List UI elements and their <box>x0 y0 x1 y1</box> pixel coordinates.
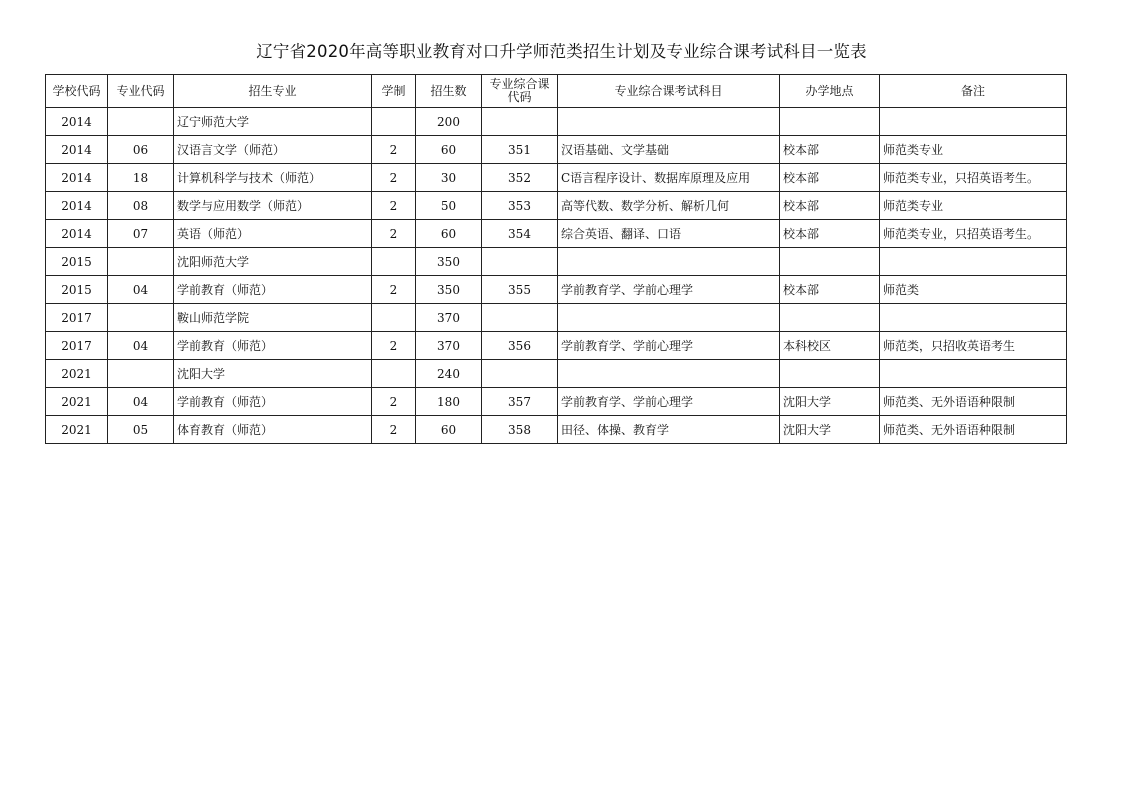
cell-duration: 2 <box>372 136 416 164</box>
cell-quota: 60 <box>416 136 482 164</box>
table-row <box>46 108 1067 136</box>
cell-major-code <box>108 108 174 136</box>
cell-duration: 2 <box>372 164 416 192</box>
cell-quota: 50 <box>416 192 482 220</box>
cell-duration: 2 <box>372 192 416 220</box>
cell-location: 校本部 <box>780 164 880 192</box>
cell-major: 计算机科学与技术（师范） <box>174 164 372 192</box>
cell-duration: 2 <box>372 276 416 304</box>
cell-exam-code <box>482 248 558 276</box>
cell-school-code: 2021 <box>46 360 108 388</box>
cell-duration: 2 <box>372 416 416 444</box>
table-row <box>46 220 1067 248</box>
cell-major: 学前教育（师范） <box>174 276 372 304</box>
table-body <box>46 108 1067 444</box>
cell-exam-subjects: 学前教育学、学前心理学 <box>558 276 780 304</box>
table-row <box>46 192 1067 220</box>
cell-quota: 60 <box>416 220 482 248</box>
cell-exam-subjects <box>558 304 780 332</box>
cell-major-code <box>108 248 174 276</box>
cell-remarks: 师范类专业 <box>880 192 1067 220</box>
cell-remarks <box>880 248 1067 276</box>
cell-exam-code: 351 <box>482 136 558 164</box>
table-row <box>46 164 1067 192</box>
cell-remarks <box>880 360 1067 388</box>
page-title: 辽宁省2020年高等职业教育对口升学师范类招生计划及专业综合课考试科目一览表 <box>256 42 867 61</box>
cell-remarks <box>880 108 1067 136</box>
cell-school-code: 2014 <box>46 136 108 164</box>
cell-major-code: 08 <box>108 192 174 220</box>
cell-exam-code: 355 <box>482 276 558 304</box>
cell-major: 学前教育（师范） <box>174 388 372 416</box>
cell-quota: 350 <box>416 248 482 276</box>
header-major: 招生专业 <box>174 75 372 108</box>
cell-exam-subjects: 高等代数、数学分析、解析几何 <box>558 192 780 220</box>
cell-major: 汉语言文学（师范） <box>174 136 372 164</box>
cell-location <box>780 304 880 332</box>
cell-exam-code: 357 <box>482 388 558 416</box>
cell-major: 数学与应用数学（师范） <box>174 192 372 220</box>
cell-major-code: 07 <box>108 220 174 248</box>
cell-exam-code: 352 <box>482 164 558 192</box>
cell-quota: 30 <box>416 164 482 192</box>
cell-major-code <box>108 304 174 332</box>
cell-remarks: 师范类专业 <box>880 136 1067 164</box>
cell-location <box>780 248 880 276</box>
cell-remarks: 师范类、无外语语种限制 <box>880 416 1067 444</box>
table-row <box>46 276 1067 304</box>
table-row <box>46 136 1067 164</box>
cell-remarks: 师范类专业，只招英语考生。 <box>880 164 1067 192</box>
header-duration: 学制 <box>372 75 416 108</box>
cell-school-code: 2021 <box>46 416 108 444</box>
cell-exam-subjects <box>558 248 780 276</box>
table-row <box>46 332 1067 360</box>
cell-exam-code: 358 <box>482 416 558 444</box>
cell-duration: 2 <box>372 388 416 416</box>
cell-major: 学前教育（师范） <box>174 332 372 360</box>
cell-exam-subjects: 学前教育学、学前心理学 <box>558 332 780 360</box>
cell-major: 体育教育（师范） <box>174 416 372 444</box>
cell-major: 沈阳大学 <box>174 360 372 388</box>
header-remarks: 备注 <box>880 75 1067 108</box>
cell-quota: 370 <box>416 304 482 332</box>
cell-quota: 370 <box>416 332 482 360</box>
header-exam-subjects: 专业综合课考试科目 <box>558 75 780 108</box>
header-quota: 招生数 <box>416 75 482 108</box>
cell-duration <box>372 360 416 388</box>
cell-exam-subjects: 学前教育学、学前心理学 <box>558 388 780 416</box>
cell-major: 英语（师范） <box>174 220 372 248</box>
cell-school-code: 2014 <box>46 108 108 136</box>
cell-school-code: 2014 <box>46 164 108 192</box>
cell-remarks: 师范类，只招收英语考生 <box>880 332 1067 360</box>
cell-duration: 2 <box>372 220 416 248</box>
cell-exam-subjects <box>558 108 780 136</box>
cell-quota: 200 <box>416 108 482 136</box>
cell-exam-subjects: 综合英语、翻译、口语 <box>558 220 780 248</box>
cell-location: 沈阳大学 <box>780 388 880 416</box>
table-row <box>46 248 1067 276</box>
cell-major-code: 05 <box>108 416 174 444</box>
cell-duration <box>372 304 416 332</box>
cell-exam-subjects: 汉语基础、文学基础 <box>558 136 780 164</box>
cell-school-code: 2021 <box>46 388 108 416</box>
cell-location <box>780 360 880 388</box>
header-location: 办学地点 <box>780 75 880 108</box>
cell-exam-code <box>482 304 558 332</box>
cell-major-code: 18 <box>108 164 174 192</box>
cell-exam-code <box>482 108 558 136</box>
cell-remarks: 师范类专业，只招英语考生。 <box>880 220 1067 248</box>
cell-exam-code: 353 <box>482 192 558 220</box>
cell-exam-subjects: 田径、体操、教育学 <box>558 416 780 444</box>
cell-school-code: 2017 <box>46 304 108 332</box>
cell-school-code: 2015 <box>46 248 108 276</box>
cell-school-code: 2017 <box>46 332 108 360</box>
cell-major-code: 04 <box>108 276 174 304</box>
cell-location: 本科校区 <box>780 332 880 360</box>
cell-major: 沈阳师范大学 <box>174 248 372 276</box>
table-row <box>46 388 1067 416</box>
header-school-code: 学校代码 <box>46 75 108 108</box>
cell-duration <box>372 108 416 136</box>
cell-location: 校本部 <box>780 136 880 164</box>
cell-location: 校本部 <box>780 220 880 248</box>
cell-quota: 180 <box>416 388 482 416</box>
header-major-code: 专业代码 <box>108 75 174 108</box>
cell-location: 校本部 <box>780 276 880 304</box>
cell-major-code: 04 <box>108 332 174 360</box>
cell-quota: 350 <box>416 276 482 304</box>
cell-duration: 2 <box>372 332 416 360</box>
cell-exam-subjects <box>558 360 780 388</box>
cell-exam-code: 356 <box>482 332 558 360</box>
cell-exam-code <box>482 360 558 388</box>
cell-major: 辽宁师范大学 <box>174 108 372 136</box>
cell-remarks: 师范类、无外语语种限制 <box>880 388 1067 416</box>
table-row <box>46 416 1067 444</box>
table-row <box>46 360 1067 388</box>
cell-school-code: 2014 <box>46 192 108 220</box>
cell-major-code: 04 <box>108 388 174 416</box>
cell-location <box>780 108 880 136</box>
cell-major-code: 06 <box>108 136 174 164</box>
table-header-row <box>46 75 1067 108</box>
cell-location: 沈阳大学 <box>780 416 880 444</box>
cell-quota: 60 <box>416 416 482 444</box>
cell-quota: 240 <box>416 360 482 388</box>
cell-major-code <box>108 360 174 388</box>
cell-remarks: 师范类 <box>880 276 1067 304</box>
cell-school-code: 2014 <box>46 220 108 248</box>
cell-exam-code: 354 <box>482 220 558 248</box>
table-row <box>46 304 1067 332</box>
cell-major: 鞍山师范学院 <box>174 304 372 332</box>
cell-remarks <box>880 304 1067 332</box>
cell-location: 校本部 <box>780 192 880 220</box>
cell-duration <box>372 248 416 276</box>
header-exam-code: 专业综合课代码 <box>482 75 558 108</box>
cell-school-code: 2015 <box>46 276 108 304</box>
cell-exam-subjects: C语言程序设计、数据库原理及应用 <box>558 164 780 192</box>
admission-table <box>45 74 1067 444</box>
